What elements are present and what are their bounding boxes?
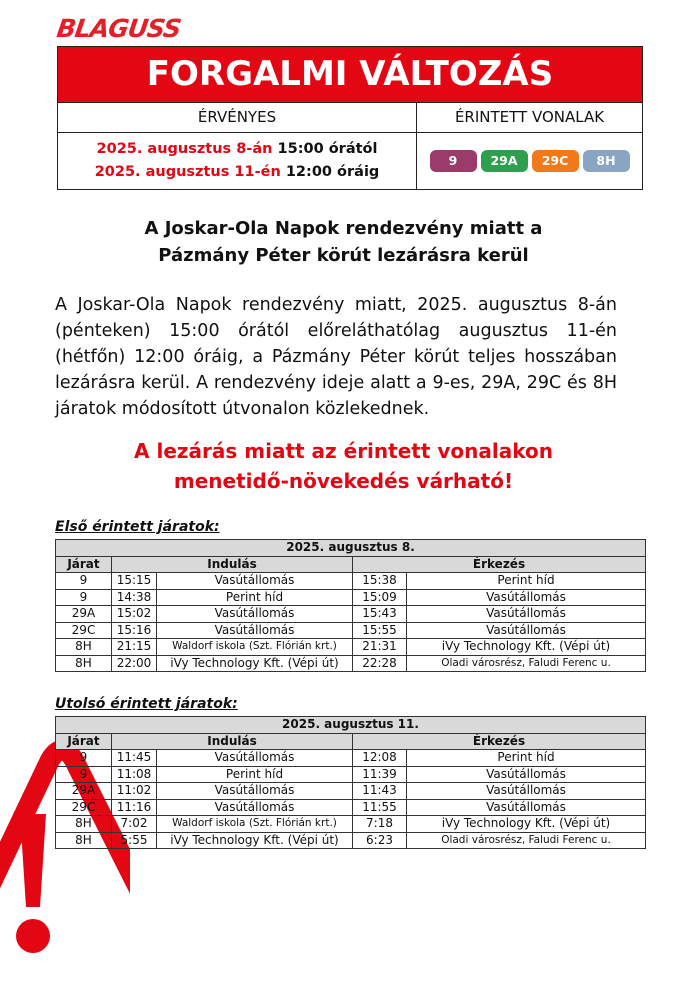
subtitle-line-1: A Joskar-Ola Napok rendezvény miatt a — [144, 218, 543, 239]
departure-stop-cell: Vasútállomás — [157, 606, 353, 623]
departure-stop-cell: Vasútállomás — [157, 750, 353, 767]
table-row — [56, 832, 646, 849]
warning-line-2: menetidő-növekedés várható! — [173, 469, 514, 493]
notice-body: A Joskar-Ola Napok rendezvény miatt, 2025. augusztus 8-án (pénteken) 15:00 órától előreláthatólag augusztus 11-én (hétfőn) 12:00 óráig, a Pázmány Péter körút teljes hosszában lezárásra kerül. A rendezvény ideje alatt a 9-es, 29A, 29C és 8H járatok módosított útvonalon közlekednek. — [55, 295, 617, 419]
first-trips-title: Első érintett járatok: — [55, 519, 220, 535]
arrival-stop-cell: Perint híd — [407, 573, 646, 590]
departure-time-cell: 11:08 — [112, 766, 157, 783]
col-header-route: Járat — [56, 556, 112, 573]
affected-lines — [417, 133, 642, 189]
line-badge-8h: 8H — [583, 150, 630, 172]
validity-label: ÉRVÉNYES — [58, 103, 416, 133]
departure-time-cell: 15:16 — [112, 622, 157, 639]
line-badge-29c: 29C — [532, 150, 579, 172]
departure-time-cell: 11:02 — [112, 783, 157, 800]
affected-lines-label: ÉRINTETT VONALAK — [417, 103, 642, 133]
col-header-departure: Indulás — [112, 556, 353, 573]
arrival-stop-cell: Vasútállomás — [407, 783, 646, 800]
route-cell: 29C — [56, 799, 112, 816]
col-header-route: Járat — [56, 733, 112, 750]
arrival-stop-cell: Vasútállomás — [407, 799, 646, 816]
arrival-stop-cell: Vasútállomás — [407, 606, 646, 623]
table-date: 2025. augusztus 8. — [56, 540, 646, 557]
arrival-stop-cell: iVy Technology Kft. (Vépi út) — [407, 816, 646, 833]
table-row — [56, 799, 646, 816]
col-header-arrival: Érkezés — [353, 556, 646, 573]
table-row — [56, 606, 646, 623]
route-cell: 9 — [56, 573, 112, 590]
departure-stop-cell: iVy Technology Kft. (Vépi út) — [157, 655, 353, 672]
col-header-arrival: Érkezés — [353, 733, 646, 750]
arrival-time-cell: 6:23 — [353, 832, 407, 849]
from-date: 2025. augusztus 8-án — [96, 141, 273, 157]
route-cell: 9 — [56, 766, 112, 783]
departure-time-cell: 11:16 — [112, 799, 157, 816]
departure-time-cell: 14:38 — [112, 589, 157, 606]
departure-stop-cell: Waldorf iskola (Szt. Flórián krt.) — [157, 639, 353, 656]
arrival-time-cell: 15:55 — [353, 622, 407, 639]
departure-time-cell: 11:45 — [112, 750, 157, 767]
departure-stop-cell: Perint híd — [157, 589, 353, 606]
departure-time-cell: 22:00 — [112, 655, 157, 672]
table-row — [56, 816, 646, 833]
route-cell: 29A — [56, 783, 112, 800]
route-cell: 8H — [56, 655, 112, 672]
arrival-stop-cell: Vasútállomás — [407, 622, 646, 639]
route-cell: 8H — [56, 832, 112, 849]
notice-header — [57, 46, 643, 190]
to-date: 2025. augusztus 11-én — [94, 164, 281, 180]
arrival-time-cell: 11:55 — [353, 799, 407, 816]
departure-stop-cell: Vasútállomás — [157, 783, 353, 800]
table-row — [56, 573, 646, 590]
delay-warning — [0, 436, 687, 496]
subtitle-line-2: Pázmány Péter körút lezárásra kerül — [158, 245, 529, 266]
table-row — [56, 655, 646, 672]
last-trips-table — [55, 716, 646, 849]
warning-line-1: A lezárás miatt az érintett vonalakon — [134, 439, 553, 463]
from-time: 15:00 órától — [272, 141, 378, 157]
validity-period — [58, 133, 416, 189]
departure-stop-cell: iVy Technology Kft. (Vépi út) — [157, 832, 353, 849]
last-trips-title: Utolsó érintett járatok: — [55, 696, 238, 712]
arrival-time-cell: 15:38 — [353, 573, 407, 590]
table-date: 2025. augusztus 11. — [56, 717, 646, 734]
arrival-time-cell: 11:39 — [353, 766, 407, 783]
route-cell: 9 — [56, 750, 112, 767]
page-title: FORGALMI VÁLTOZÁS — [58, 47, 642, 103]
table-row — [56, 766, 646, 783]
departure-stop-cell: Vasútállomás — [157, 799, 353, 816]
departure-time-cell: 15:02 — [112, 606, 157, 623]
table-row — [56, 750, 646, 767]
arrival-time-cell: 22:28 — [353, 655, 407, 672]
route-cell: 8H — [56, 816, 112, 833]
arrival-stop-cell: Oladi városrész, Faludi Ferenc u. — [407, 655, 646, 672]
arrival-time-cell: 11:43 — [353, 783, 407, 800]
to-time: 12:00 óráig — [280, 164, 380, 180]
departure-stop-cell: Perint híd — [157, 766, 353, 783]
col-header-departure: Indulás — [112, 733, 353, 750]
table-row — [56, 622, 646, 639]
brand-logo: BLAGUSS — [55, 14, 183, 43]
table-row — [56, 783, 646, 800]
arrival-time-cell: 12:08 — [353, 750, 407, 767]
arrival-stop-cell: Perint híd — [407, 750, 646, 767]
departure-time-cell: 21:15 — [112, 639, 157, 656]
route-cell: 9 — [56, 589, 112, 606]
arrival-time-cell: 21:31 — [353, 639, 407, 656]
route-cell: 29C — [56, 622, 112, 639]
departure-stop-cell: Vasútállomás — [157, 622, 353, 639]
line-badge-9: 9 — [430, 150, 477, 172]
line-badge-29a: 29A — [481, 150, 528, 172]
affected-lines-column — [417, 103, 642, 189]
departure-stop-cell: Vasútállomás — [157, 573, 353, 590]
notice-subtitle — [0, 215, 687, 269]
route-cell: 29A — [56, 606, 112, 623]
arrival-stop-cell: Vasútállomás — [407, 589, 646, 606]
table-row — [56, 639, 646, 656]
departure-time-cell: 15:15 — [112, 573, 157, 590]
arrival-time-cell: 15:43 — [353, 606, 407, 623]
arrival-stop-cell: iVy Technology Kft. (Vépi út) — [407, 639, 646, 656]
validity-column — [58, 103, 417, 189]
departure-stop-cell: Waldorf iskola (Szt. Flórián krt.) — [157, 816, 353, 833]
route-cell: 8H — [56, 639, 112, 656]
table-row — [56, 589, 646, 606]
first-trips-table — [55, 539, 646, 672]
departure-time-cell: 7:02 — [112, 816, 157, 833]
arrival-time-cell: 15:09 — [353, 589, 407, 606]
arrival-time-cell: 7:18 — [353, 816, 407, 833]
departure-time-cell: 5:55 — [112, 832, 157, 849]
arrival-stop-cell: Vasútállomás — [407, 766, 646, 783]
arrival-stop-cell: Oladi városrész, Faludi Ferenc u. — [407, 832, 646, 849]
